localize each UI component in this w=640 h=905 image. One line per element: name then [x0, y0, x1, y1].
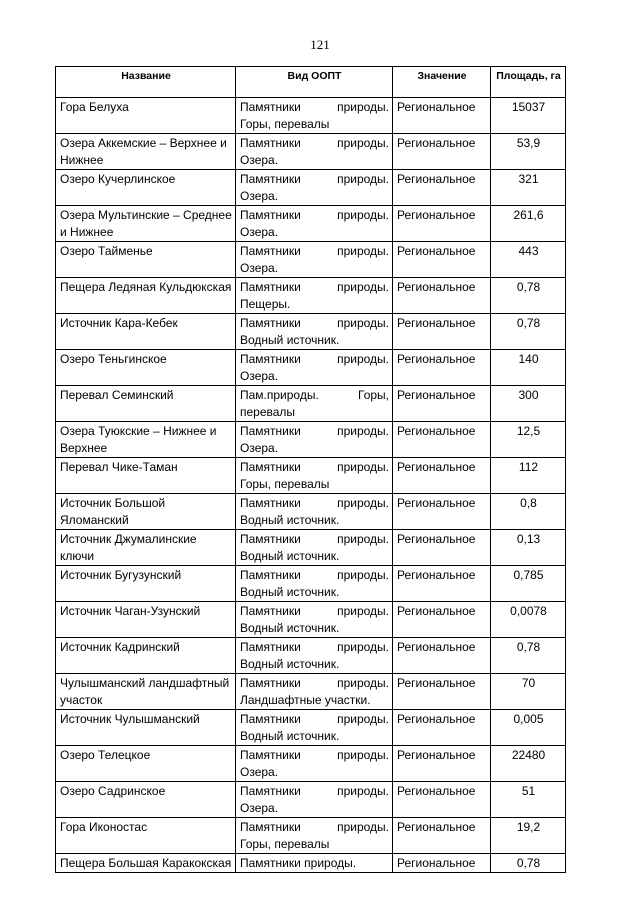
table-row: [56, 746, 566, 782]
cell-type: Памятники природы. Водный источник.: [236, 314, 393, 350]
cell-significance: Региональное: [393, 134, 491, 170]
table-row: [56, 530, 566, 566]
cell-area: 443: [491, 242, 566, 278]
cell-type: Памятники природы. Водный источник.: [236, 638, 393, 674]
cell-area: 70: [491, 674, 566, 710]
table-row: [56, 782, 566, 818]
cell-type: Памятники природы. Пещеры.: [236, 278, 393, 314]
header-significance: Значение: [393, 67, 491, 98]
cell-type: Памятники природы. Озера.: [236, 782, 393, 818]
cell-type: Памятники природы. Горы, перевалы: [236, 98, 393, 134]
cell-type: Памятники природы. Водный источник.: [236, 530, 393, 566]
cell-area: 0,0078: [491, 602, 566, 638]
cell-type: Памятники природы. Водный источник.: [236, 710, 393, 746]
cell-name: Источник Джумалинские ключи: [56, 530, 236, 566]
cell-name: Озеро Телецкое: [56, 746, 236, 782]
cell-area: 140: [491, 350, 566, 386]
cell-significance: Региональное: [393, 350, 491, 386]
cell-type: Памятники природы. Озера.: [236, 134, 393, 170]
cell-area: 0,13: [491, 530, 566, 566]
table-row: [56, 494, 566, 530]
cell-name: Озеро Кучерлинское: [56, 170, 236, 206]
cell-area: 112: [491, 458, 566, 494]
cell-name: Пещера Ледяная Кульдюкская: [56, 278, 236, 314]
cell-name: Перевал Семинский: [56, 386, 236, 422]
header-type: Вид ООПТ: [236, 67, 393, 98]
cell-area: 51: [491, 782, 566, 818]
cell-significance: Региональное: [393, 854, 491, 873]
table-row: [56, 602, 566, 638]
cell-name: Озеро Садринское: [56, 782, 236, 818]
cell-significance: Региональное: [393, 170, 491, 206]
cell-significance: Региональное: [393, 386, 491, 422]
table-row: [56, 350, 566, 386]
cell-type: Памятники природы. Ландшафтные участки.: [236, 674, 393, 710]
table-row: [56, 314, 566, 350]
cell-area: 0,005: [491, 710, 566, 746]
cell-name: Озера Туюкские – Нижнее и Верхнее: [56, 422, 236, 458]
table-row: [56, 818, 566, 854]
table-row: [56, 854, 566, 873]
table-row: [56, 278, 566, 314]
cell-name: Чулышманский ландшафтный участок: [56, 674, 236, 710]
cell-area: 22480: [491, 746, 566, 782]
cell-area: 15037: [491, 98, 566, 134]
cell-name: Источник Кадринский: [56, 638, 236, 674]
table-header-row: [56, 67, 566, 98]
cell-type: Памятники природы. Горы, перевалы: [236, 458, 393, 494]
cell-significance: Региональное: [393, 206, 491, 242]
cell-type: Памятники природы. Озера.: [236, 422, 393, 458]
table-row: [56, 134, 566, 170]
cell-area: 0,8: [491, 494, 566, 530]
protected-areas-table: [55, 66, 566, 873]
cell-name: Перевал Чике-Таман: [56, 458, 236, 494]
cell-area: 300: [491, 386, 566, 422]
cell-name: Источник Большой Яломанский: [56, 494, 236, 530]
cell-significance: Региональное: [393, 458, 491, 494]
header-name: Название: [56, 67, 236, 98]
table-row: [56, 710, 566, 746]
cell-name: Источник Кара-Кебек: [56, 314, 236, 350]
cell-name: Гора Иконостас: [56, 818, 236, 854]
cell-significance: Региональное: [393, 530, 491, 566]
cell-significance: Региональное: [393, 782, 491, 818]
cell-type: Памятники природы. Озера.: [236, 206, 393, 242]
table-row: [56, 638, 566, 674]
table-body: [56, 98, 566, 873]
cell-name: Гора Белуха: [56, 98, 236, 134]
table-row: [56, 422, 566, 458]
header-area: Площадь, га: [491, 67, 566, 98]
cell-significance: Региональное: [393, 314, 491, 350]
cell-significance: Региональное: [393, 710, 491, 746]
cell-type: Памятники природы. Озера.: [236, 350, 393, 386]
cell-name: Пещера Большая Каракокская: [56, 854, 236, 873]
cell-significance: Региональное: [393, 98, 491, 134]
table-row: [56, 674, 566, 710]
table-row: [56, 98, 566, 134]
cell-area: 12,5: [491, 422, 566, 458]
cell-significance: Региональное: [393, 818, 491, 854]
cell-name: Источник Чаган-Узунский: [56, 602, 236, 638]
cell-significance: Региональное: [393, 746, 491, 782]
cell-significance: Региональное: [393, 242, 491, 278]
cell-significance: Региональное: [393, 494, 491, 530]
cell-significance: Региональное: [393, 674, 491, 710]
cell-area: 53,9: [491, 134, 566, 170]
cell-significance: Региональное: [393, 602, 491, 638]
cell-area: 0,78: [491, 638, 566, 674]
table-row: [56, 386, 566, 422]
cell-area: 0,78: [491, 314, 566, 350]
cell-area: 0,785: [491, 566, 566, 602]
cell-type: Памятники природы. Водный источник.: [236, 602, 393, 638]
cell-area: 321: [491, 170, 566, 206]
cell-name: Озера Мультинские – Среднее и Нижнее: [56, 206, 236, 242]
cell-name: Озера Аккемские – Верхнее и Нижнее: [56, 134, 236, 170]
cell-name: Озеро Тайменье: [56, 242, 236, 278]
cell-significance: Региональное: [393, 566, 491, 602]
table-row: [56, 242, 566, 278]
cell-type: Памятники природы. Горы, перевалы: [236, 818, 393, 854]
cell-significance: Региональное: [393, 278, 491, 314]
cell-type: Памятники природы.: [236, 854, 393, 873]
cell-area: 0,78: [491, 854, 566, 873]
table-row: [56, 458, 566, 494]
cell-name: Источник Бугузунский: [56, 566, 236, 602]
cell-type: Памятники природы. Водный источник.: [236, 494, 393, 530]
cell-area: 261,6: [491, 206, 566, 242]
cell-significance: Региональное: [393, 638, 491, 674]
cell-name: Источник Чулышманский: [56, 710, 236, 746]
page-number: 121: [310, 37, 330, 52]
cell-type: Памятники природы. Озера.: [236, 170, 393, 206]
cell-type: Памятники природы. Водный источник.: [236, 566, 393, 602]
cell-type: Памятники природы. Озера.: [236, 242, 393, 278]
cell-type: Пам.природы. Горы, перевалы: [236, 386, 393, 422]
cell-area: 0,78: [491, 278, 566, 314]
cell-type: Памятники природы. Озера.: [236, 746, 393, 782]
table-row: [56, 170, 566, 206]
cell-significance: Региональное: [393, 422, 491, 458]
cell-name: Озеро Теньгинское: [56, 350, 236, 386]
table-row: [56, 566, 566, 602]
cell-area: 19,2: [491, 818, 566, 854]
table-row: [56, 206, 566, 242]
